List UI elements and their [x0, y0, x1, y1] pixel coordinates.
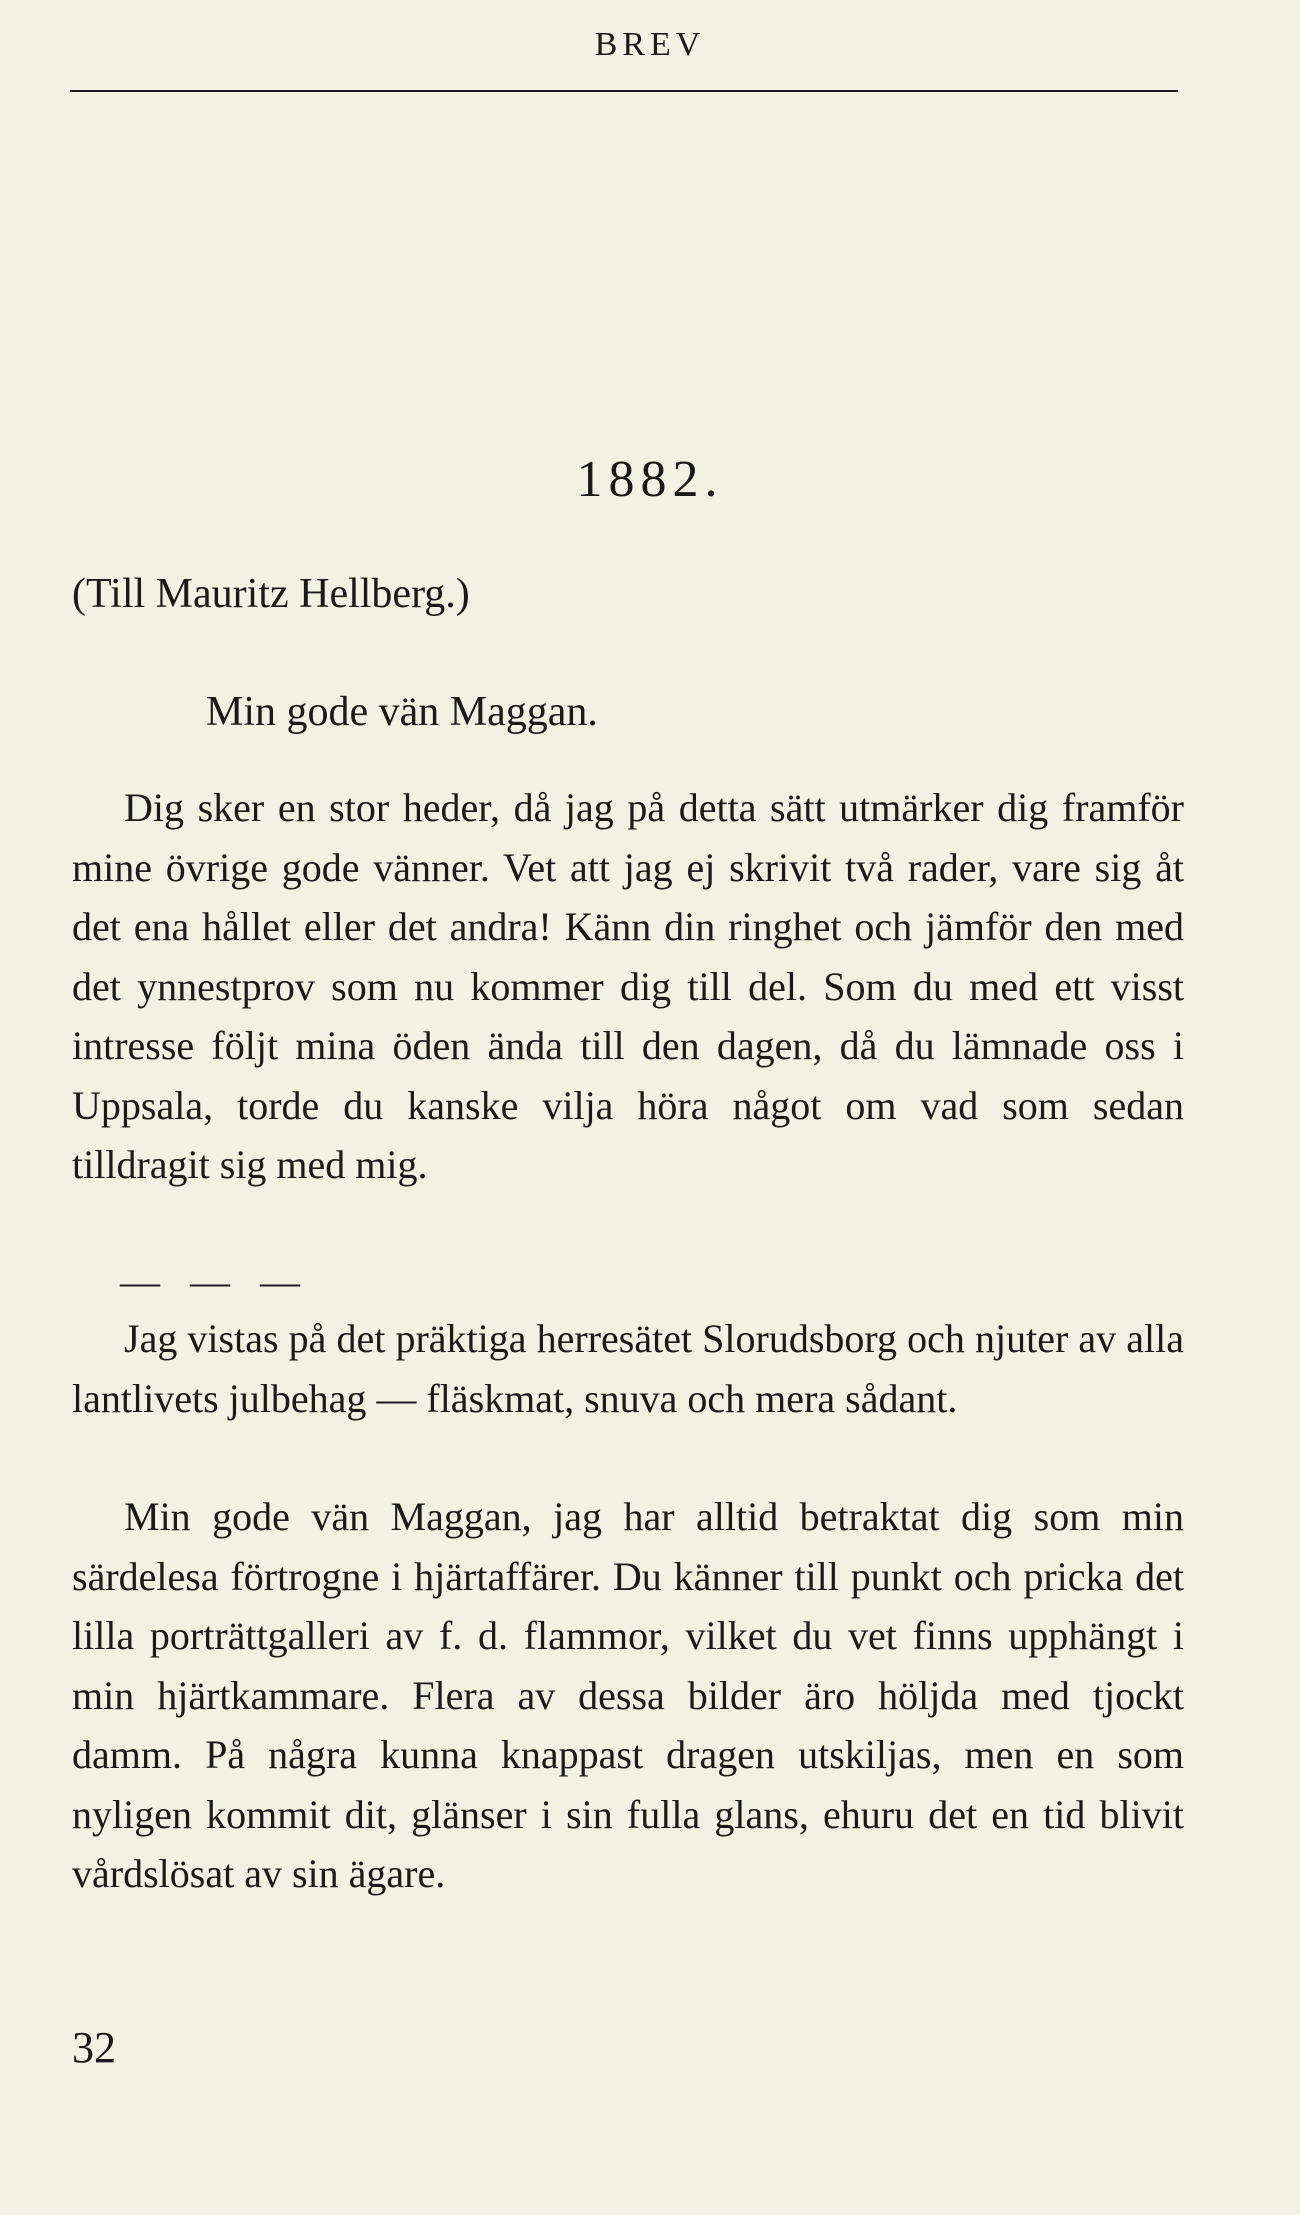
- separator-dashes: — — —: [120, 1259, 300, 1304]
- paragraph-1: Dig sker en stor heder, då jag på detta sätt utmärker dig framför mine övrige gode vänner. Vet att jag ej skrivit två rader, vare sig åt det ena hållet eller det andra! Känn din ringhet och jämför den med det ynnestprov som nu kommer dig till del. Som du med ett visst intresse följt mina öden ända till den dagen, då du lämnade oss i Uppsala, torde du kanske vilja höra något om vad som sedan tilldragit sig med mig.: [72, 785, 1184, 1187]
- paragraph-3: Min gode vän Maggan, jag har alltid betraktat dig som min särdelesa förtrogne i hjärtaffärer. Du känner till punkt och pricka det lilla porträttgalleri av f. d. flammor, vilket du vet finns upphängt i min hjärtkammare. Flera av dessa bilder äro höljda med tjockt damm. På några kunna knappast dragen utskiljas, men en som nyligen kommit dit, glänser i sin fulla glans, ehuru det en tid blivit vårdslösat av sin ägare.: [72, 1494, 1184, 1896]
- running-head: BREV: [594, 26, 706, 63]
- letter-addressee: (Till Mauritz Hellberg.): [72, 571, 470, 617]
- section-separator: [72, 1258, 1184, 1305]
- letter-year: 1882.: [576, 451, 724, 508]
- header-rule: [70, 90, 1178, 92]
- paragraph-2: Jag vistas på det präktiga herresätet Slorudsborg och njuter av alla lantlivets julbehag — fläskmat, snuva och mera sådant.: [72, 1316, 1184, 1421]
- letter-salutation: Min gode vän Maggan.: [206, 689, 598, 735]
- page-number: 32: [72, 2023, 116, 2072]
